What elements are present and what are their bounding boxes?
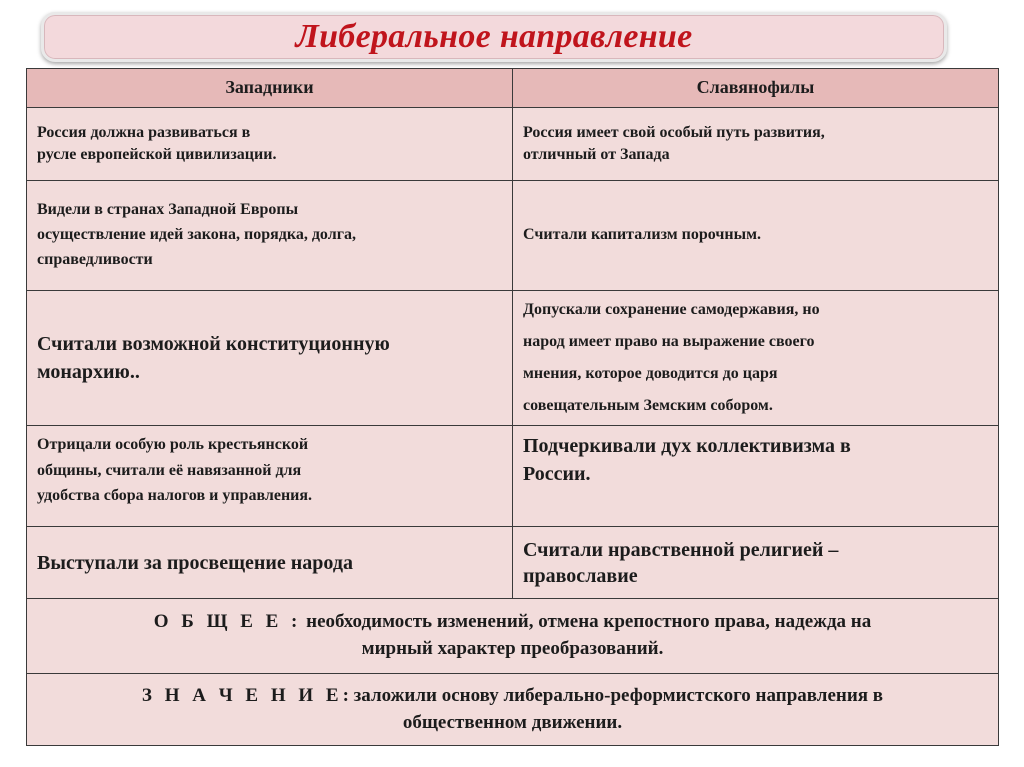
table-row xyxy=(27,426,999,527)
table-row xyxy=(27,527,999,599)
slav-cell xyxy=(513,527,999,599)
cell-line: русле европейской цивилизации. xyxy=(37,146,277,163)
common-text-line2: мирный характер преобразований. xyxy=(361,638,664,659)
cell-line: России. xyxy=(523,463,591,485)
cell-line: Россия должна развиваться в xyxy=(37,123,251,141)
meaning-label: З Н А Ч Е Н И Е xyxy=(141,684,343,706)
west-cell xyxy=(27,527,513,599)
header-westerners: Западники xyxy=(27,69,513,108)
common-label: О Б Щ Е Е : xyxy=(153,611,302,633)
cell-line xyxy=(37,609,988,636)
cell-line: монархию.. xyxy=(37,361,140,383)
cell-line: справедливости xyxy=(37,250,153,268)
cell-line: общины, считали её навязанной для xyxy=(37,461,302,479)
slav-cell xyxy=(513,108,999,181)
cell-line: народ имеет право на выражение своего xyxy=(523,333,815,350)
cell-line: Считали капитализм порочным. xyxy=(523,226,762,244)
meaning-text: : заложили основу либерально-реформистского направления в xyxy=(342,684,884,706)
table-row xyxy=(27,181,999,291)
cell-line: Считали возможной конституционную xyxy=(37,333,390,355)
cell-line: отличный от Запада xyxy=(523,146,670,163)
cell-line: Видели в странах Западной Европы xyxy=(37,201,299,219)
summary-common-cell xyxy=(27,599,999,674)
table-row xyxy=(27,291,999,426)
west-cell xyxy=(27,181,513,291)
comparison-table xyxy=(26,68,999,746)
west-cell xyxy=(27,108,513,181)
page-title: Либеральное направление xyxy=(295,18,693,55)
cell-line: Россия имеет свой особый путь развития, xyxy=(523,123,825,141)
cell-line: совещательным Земским собором. xyxy=(523,397,773,414)
cell-line: Выступали за просвещение народа xyxy=(37,551,353,574)
common-text: необходимость изменений, отмена крепостного права, надежда на xyxy=(301,611,872,633)
table-header-row xyxy=(27,69,999,108)
cell-line: Подчеркивали дух коллективизма в xyxy=(523,435,851,457)
cell-line: православие xyxy=(523,564,638,587)
summary-meaning-row xyxy=(27,674,999,746)
header-slavophiles: Славянофилы xyxy=(513,69,999,108)
cell-line xyxy=(37,683,988,710)
table-row xyxy=(27,108,999,181)
cell-line: Отрицали особую роль крестьянской xyxy=(37,436,309,453)
cell-line: мнения, которое доводится до царя xyxy=(523,365,778,382)
west-cell xyxy=(27,291,513,426)
summary-common-row xyxy=(27,599,999,674)
slav-cell xyxy=(513,291,999,426)
cell-line: осуществление идей закона, порядка, долга, xyxy=(37,226,356,244)
title-banner xyxy=(41,12,947,62)
meaning-text-line2: общественном движении. xyxy=(402,711,623,733)
cell-line: удобства сбора налогов и управления. xyxy=(37,487,313,505)
west-cell xyxy=(27,426,513,527)
slav-cell xyxy=(513,426,999,527)
summary-meaning-cell xyxy=(27,674,999,746)
slav-cell xyxy=(513,181,999,291)
cell-line: Допускали сохранение самодержавия, но xyxy=(523,301,820,318)
cell-line: Считали нравственной религией – xyxy=(523,538,839,561)
